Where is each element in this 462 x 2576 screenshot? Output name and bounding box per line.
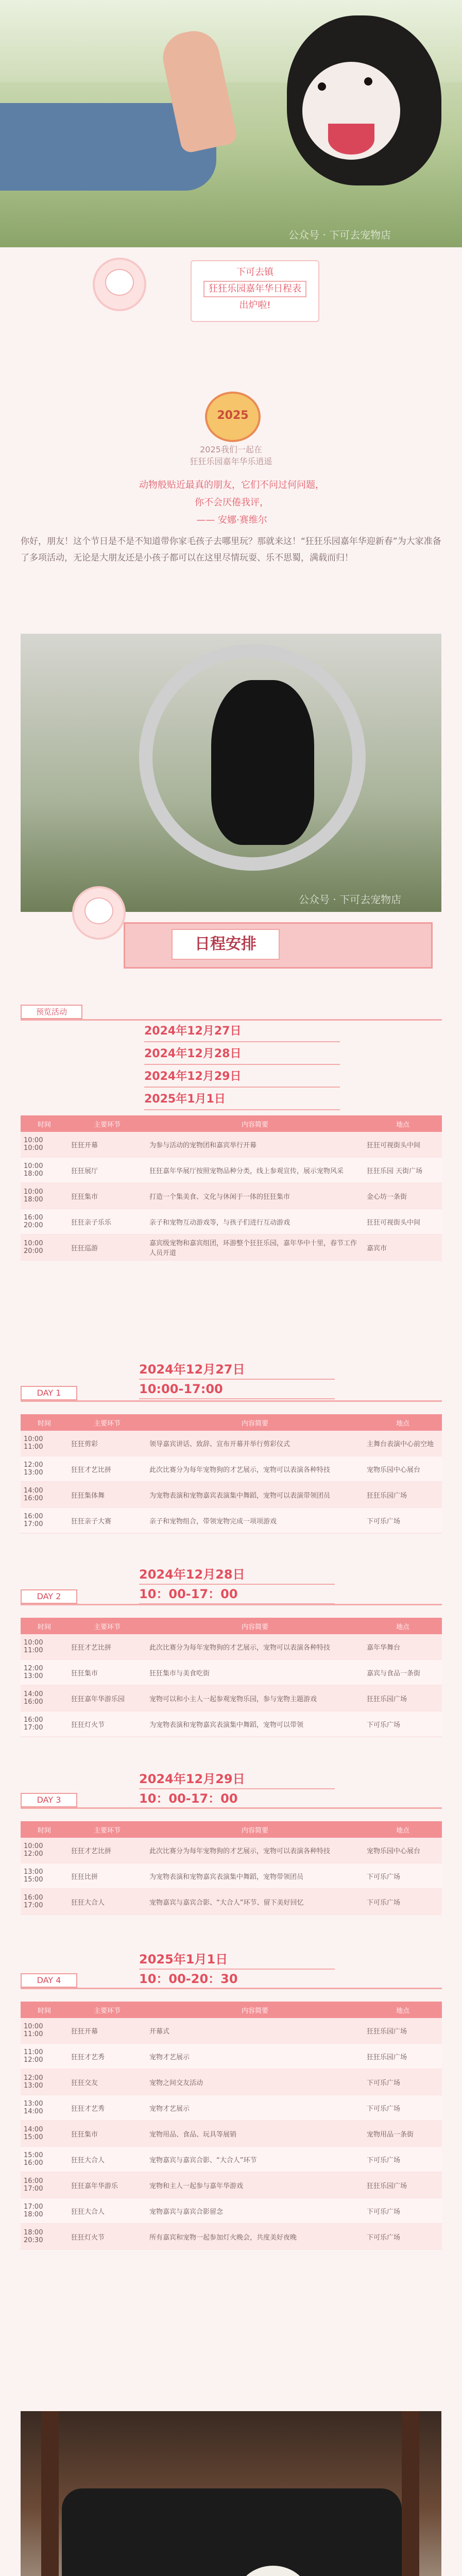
table-cell: 此次比赛分为每年宠物狗的才艺展示，宠物可以表演各种特技: [146, 1634, 364, 1659]
day3-tag: DAY 3: [21, 1793, 77, 1807]
table-cell: 狂狂灯火节: [68, 1711, 146, 1737]
table-cell: 宠物嘉宾与嘉宾合影、“大合人”环节、留下美好回忆: [146, 1889, 364, 1914]
table-cell: 16:00 17:00: [21, 2172, 68, 2198]
table-cell: 下可乐广场: [364, 1889, 442, 1914]
table-cell: 为宠物表演和宠物嘉宾表演集中舞蹈，宠物带领团员: [146, 1863, 364, 1889]
table-cell: 12:00 13:00: [21, 2069, 68, 2095]
quote-line3: —— 安娜·赛维尔: [196, 515, 267, 526]
overview-tag: 预览活动: [21, 1005, 82, 1019]
table-row: [21, 1838, 442, 1863]
table-header-row: [21, 1414, 442, 1431]
day3-date: [139, 1770, 335, 1809]
table-row: [21, 1711, 442, 1737]
table-cell: 主舞台表演中心前空地: [364, 1431, 442, 1456]
table-cell: 10:00 18:00: [21, 1157, 68, 1183]
table-row: [21, 1634, 442, 1659]
day1-date-text: 2024年12月27日: [139, 1360, 335, 1380]
table-cell: 狂狂集市与美食吃街: [146, 1659, 364, 1685]
table-cell: 狂狂嘉年华展厅按照宠物品种分类，线上参观宣传，展示宠物风采: [146, 1157, 364, 1183]
table-cell: 狂狂才艺秀: [68, 2043, 146, 2069]
table-row: [21, 2146, 442, 2172]
invite-line1: 2025我们一起在: [200, 445, 262, 454]
day4-table: [21, 2002, 442, 2250]
table-cell: 15:00 16:00: [21, 2146, 68, 2172]
notice-line3: 出炉啦!: [239, 300, 271, 311]
table-cell: 宠物嘉宾与嘉宾合影留念: [146, 2198, 364, 2224]
table-cell: 13:00 15:00: [21, 1863, 68, 1889]
table-cell: 10:00 12:00: [21, 1838, 68, 1863]
dog-parade-photo: [21, 2411, 441, 2576]
table-cell: 下可乐广场: [364, 2146, 442, 2172]
table-row: [21, 2198, 442, 2224]
table-cell: 狂狂亲子乐乐: [68, 1209, 146, 1234]
mascot-cat-icon: [72, 886, 126, 940]
table-cell: 狂狂开幕: [68, 1132, 146, 1157]
schedule-title: 日程安排: [172, 929, 280, 960]
col-header: 时间: [21, 1115, 68, 1132]
day2-date-text: 2024年12月28日: [139, 1565, 335, 1585]
col-header: 地点: [364, 1115, 442, 1132]
wood-post: [41, 2411, 59, 2576]
table-row: [21, 1431, 442, 1456]
table-cell: 宠物用品、食品、玩具等展销: [146, 2121, 364, 2146]
col-header: 主要环节: [68, 1821, 146, 1838]
table-cell: 狂狂剪彩: [68, 1431, 146, 1456]
table-cell: 狂狂比拼: [68, 1863, 146, 1889]
table-cell: 宠物和主人一起参与嘉年华游戏: [146, 2172, 364, 2198]
col-header: 主要环节: [68, 2002, 146, 2018]
table-cell: 狂狂才艺比拼: [68, 1456, 146, 1482]
table-cell: 宠物乐园中心展台: [364, 1456, 442, 1482]
day2-date: [139, 1565, 335, 1604]
table-cell: 宠物用品一条街: [364, 2121, 442, 2146]
day3-table: [21, 1821, 442, 1915]
mascot-cat-icon: [93, 258, 146, 311]
schedule-title-bar: [124, 922, 433, 969]
table-row: [21, 2018, 442, 2043]
table-cell: 狂狂嘉年华游乐: [68, 2172, 146, 2198]
overview-table: [21, 1115, 442, 1261]
table-cell: 16:00 20:00: [21, 1209, 68, 1234]
quote-line2: 你不会厌倦我评，: [195, 497, 269, 508]
day2-time-text: 10：00-17：00: [139, 1585, 335, 1604]
day4-date: [139, 1950, 335, 1989]
table-cell: 嘉宾与食品一条街: [364, 1659, 442, 1685]
table-row: [21, 1183, 442, 1209]
table-row: [21, 1456, 442, 1482]
table-row: [21, 1863, 442, 1889]
table-cell: 狂狂大合人: [68, 1889, 146, 1914]
table-cell: 金心坊一条街: [364, 1183, 442, 1209]
table-row: [21, 2172, 442, 2198]
table-cell: 为宠物表演和宠物嘉宾表演集中舞蹈，宠物可以表演带领团员: [146, 1482, 364, 1507]
table-cell: 狂狂嘉年华游乐园: [68, 1685, 146, 1711]
day4-date-text: 2025年1月1日: [139, 1950, 335, 1970]
table-cell: 17:00 18:00: [21, 2198, 68, 2224]
table-cell: 此次比赛分为每年宠物狗的才艺展示，宠物可以表演各种特技: [146, 1456, 364, 1482]
hero-dog: [287, 15, 441, 185]
table-cell: 宠物可以和小主人一起参观宠物乐园，参与宠物主题游戏: [146, 1685, 364, 1711]
table-cell: 16:00 17:00: [21, 1889, 68, 1914]
table-cell: 14:00 15:00: [21, 2121, 68, 2146]
day1-tag: DAY 1: [21, 1386, 77, 1400]
table-cell: 狂狂集体舞: [68, 1482, 146, 1507]
table-cell: 10:00 20:00: [21, 1234, 68, 1260]
table-row: [21, 1209, 442, 1234]
table-cell: 亲子和宠物组合，带领宠物完成一项项游戏: [146, 1507, 364, 1533]
table-cell: 狂狂才艺比拼: [68, 1634, 146, 1659]
table-cell: 下可乐广场: [364, 2095, 442, 2121]
table-cell: 下可乐广场: [364, 2224, 442, 2249]
table-cell: 10:00 10:00: [21, 1132, 68, 1157]
table-row: [21, 1157, 442, 1183]
table-cell: 16:00 17:00: [21, 1711, 68, 1737]
col-header: 内容简要: [146, 1821, 364, 1838]
table-cell: 狂狂乐园广场: [364, 1482, 442, 1507]
dog-mouth: [328, 124, 374, 155]
table-cell: 狂狂集市: [68, 1659, 146, 1685]
table-cell: 狂狂乐园广场: [364, 2018, 442, 2043]
divider: [21, 1400, 442, 1402]
day1-table: [21, 1414, 442, 1534]
table-row: [21, 1234, 442, 1260]
col-header: 内容简要: [146, 1414, 364, 1431]
table-cell: 狂狂乐园广场: [364, 1685, 442, 1711]
day1-time-text: 10:00-17:00: [139, 1380, 335, 1399]
table-row: [21, 1507, 442, 1533]
col-header: 内容简要: [146, 1618, 364, 1634]
table-cell: 宠物嘉宾与嘉宾合影、“大合人”环节: [146, 2146, 364, 2172]
table-cell: 嘉宾市: [364, 1234, 442, 1260]
table-cell: 宠物才艺展示: [146, 2043, 364, 2069]
table-cell: 13:00 14:00: [21, 2095, 68, 2121]
table-cell: 为参与活动的宠物团和嘉宾举行开幕: [146, 1132, 364, 1157]
table-cell: 下可乐广场: [364, 1863, 442, 1889]
table-cell: 14:00 16:00: [21, 1685, 68, 1711]
table-row: [21, 1659, 442, 1685]
table-cell: 狂狂大合人: [68, 2146, 146, 2172]
table-row: [21, 2043, 442, 2069]
table-cell: 宠物才艺展示: [146, 2095, 364, 2121]
agility-dog-photo: [21, 634, 441, 912]
table-cell: 狂狂乐园广场: [364, 2043, 442, 2069]
table-row: [21, 1685, 442, 1711]
table-header-row: [21, 1618, 442, 1634]
table-cell: 嘉宾级宠物和嘉宾组团，环游整个狂狂乐园，嘉年华中十里，春节工作人员开道: [146, 1234, 364, 1260]
table-cell: 18:00 20:30: [21, 2224, 68, 2249]
intro-quote: [52, 477, 412, 529]
table-cell: 下可乐广场: [364, 1711, 442, 1737]
year-badge-icon: 2025: [205, 392, 261, 442]
col-header: 主要环节: [68, 1115, 146, 1132]
table-cell: 宠物乐园中心展台: [364, 1838, 442, 1863]
col-header: 时间: [21, 1414, 68, 1431]
intro-paragraph: 你好，朋友！这个节日是不是不知道带你家毛孩子去哪里玩？那就来这！“狂狂乐园嘉年华迎新春”为大家准备了多项活动，无论是大朋友还是小孩子都可以在这里尽情玩耍、乐不思蜀，满载而归！: [21, 536, 441, 563]
table-cell: 狂狂亲子大赛: [68, 1507, 146, 1533]
table-row: [21, 2121, 442, 2146]
crowd: [62, 2488, 402, 2576]
table-cell: 下可乐广场: [364, 2069, 442, 2095]
photo2-watermark: 公众号 · 下可去宠物店: [299, 893, 402, 906]
table-row: [21, 2069, 442, 2095]
day1-date: [139, 1360, 335, 1399]
table-cell: 11:00 12:00: [21, 2043, 68, 2069]
table-cell: 下可乐广场: [364, 1507, 442, 1533]
table-cell: 领导嘉宾讲话、致辞、宣布开幕并举行剪彩仪式: [146, 1431, 364, 1456]
date-item: 2025年1月1日: [144, 1091, 340, 1110]
table-cell: 12:00 13:00: [21, 1659, 68, 1685]
col-header: 内容简要: [146, 2002, 364, 2018]
table-row: [21, 2095, 442, 2121]
table-row: [21, 2224, 442, 2249]
table-row: [21, 1889, 442, 1914]
day3-date-text: 2024年12月29日: [139, 1770, 335, 1789]
date-list: [144, 1023, 340, 1113]
dog-eye: [364, 77, 372, 86]
table-cell: 打造一个集美食、文化与休闲于一体的狂狂集市: [146, 1183, 364, 1209]
table-cell: 开幕式: [146, 2018, 364, 2043]
table-cell: 狂狂乐园 天街广场: [364, 1157, 442, 1183]
table-cell: 所有嘉宾和宠物一起参加灯火晚会，共度美好夜晚: [146, 2224, 364, 2249]
table-cell: 10:00 11:00: [21, 1431, 68, 1456]
table-cell: 狂狂乐园广场: [364, 2172, 442, 2198]
table-cell: 下可乐广场: [364, 2198, 442, 2224]
table-cell: 狂狂开幕: [68, 2018, 146, 2043]
col-header: 地点: [364, 1414, 442, 1431]
day4-time-text: 10：00-20：30: [139, 1970, 335, 1989]
table-header-row: [21, 1115, 442, 1132]
dog-eye: [318, 82, 326, 91]
table-cell: 10:00 11:00: [21, 2018, 68, 2043]
table-row: [21, 1482, 442, 1507]
table-cell: 14:00 16:00: [21, 1482, 68, 1507]
black-dog: [211, 680, 314, 845]
table-header-row: [21, 1821, 442, 1838]
col-header: 地点: [364, 2002, 442, 2018]
table-row: [21, 1132, 442, 1157]
table-cell: 狂狂灯火节: [68, 2224, 146, 2249]
table-cell: 狂狂交友: [68, 2069, 146, 2095]
col-header: 地点: [364, 1821, 442, 1838]
col-header: 地点: [364, 1618, 442, 1634]
col-header: 主要环节: [68, 1618, 146, 1634]
table-cell: 狂狂才艺秀: [68, 2095, 146, 2121]
day2-tag: DAY 2: [21, 1589, 77, 1604]
invite-line2: 狂狂乐园嘉年华乐逍遥: [190, 456, 272, 466]
table-cell: 狂狂集市: [68, 2121, 146, 2146]
hero-watermark: 公众号 · 下可去宠物店: [288, 229, 391, 241]
col-header: 时间: [21, 1618, 68, 1634]
table-cell: 亲子和宠物互动游戏等，与孩子们进行互动游戏: [146, 1209, 364, 1234]
day3-time-text: 10：00-17：00: [139, 1789, 335, 1809]
invite-text: [155, 443, 307, 467]
notice-line1: 下可去镇: [236, 267, 273, 278]
date-item: 2024年12月29日: [144, 1068, 340, 1088]
table-cell: 为宠物表演和宠物嘉宾表演集中舞蹈，宠物可以带领: [146, 1711, 364, 1737]
col-header: 时间: [21, 1821, 68, 1838]
table-cell: 16:00 17:00: [21, 1507, 68, 1533]
table-cell: 10:00 18:00: [21, 1183, 68, 1209]
wood-post: [402, 2411, 419, 2576]
date-item: 2024年12月28日: [144, 1045, 340, 1065]
day2-table: [21, 1618, 442, 1737]
table-cell: 狂狂才艺比拼: [68, 1838, 146, 1863]
col-header: 内容简要: [146, 1115, 364, 1132]
col-header: 主要环节: [68, 1414, 146, 1431]
table-cell: 狂狂可视街头中间: [364, 1209, 442, 1234]
divider: [21, 1019, 442, 1021]
table-cell: 狂狂巡游: [68, 1234, 146, 1260]
notice-line2: 狂狂乐园嘉年华日程表: [203, 281, 306, 297]
table-header-row: [21, 2002, 442, 2018]
table-cell: 狂狂集市: [68, 1183, 146, 1209]
quote-line1: 动物般贴近最真的朋友，它们不问过何问题，: [139, 480, 324, 490]
table-cell: 狂狂可视街头中间: [364, 1132, 442, 1157]
table-cell: 嘉年华舞台: [364, 1634, 442, 1659]
col-header: 时间: [21, 2002, 68, 2018]
table-cell: 宠物之间交友活动: [146, 2069, 364, 2095]
table-cell: 10:00 11:00: [21, 1634, 68, 1659]
table-cell: 狂狂展厅: [68, 1157, 146, 1183]
table-cell: 狂狂大合人: [68, 2198, 146, 2224]
date-item: 2024年12月27日: [144, 1023, 340, 1042]
table-cell: 12:00 13:00: [21, 1456, 68, 1482]
day4-tag: DAY 4: [21, 1973, 77, 1988]
notice-card: [191, 260, 319, 322]
table-cell: 此次比赛分为每年宠物狗的才艺展示，宠物可以表演各种特技: [146, 1838, 364, 1863]
hero-photo: [0, 0, 462, 247]
